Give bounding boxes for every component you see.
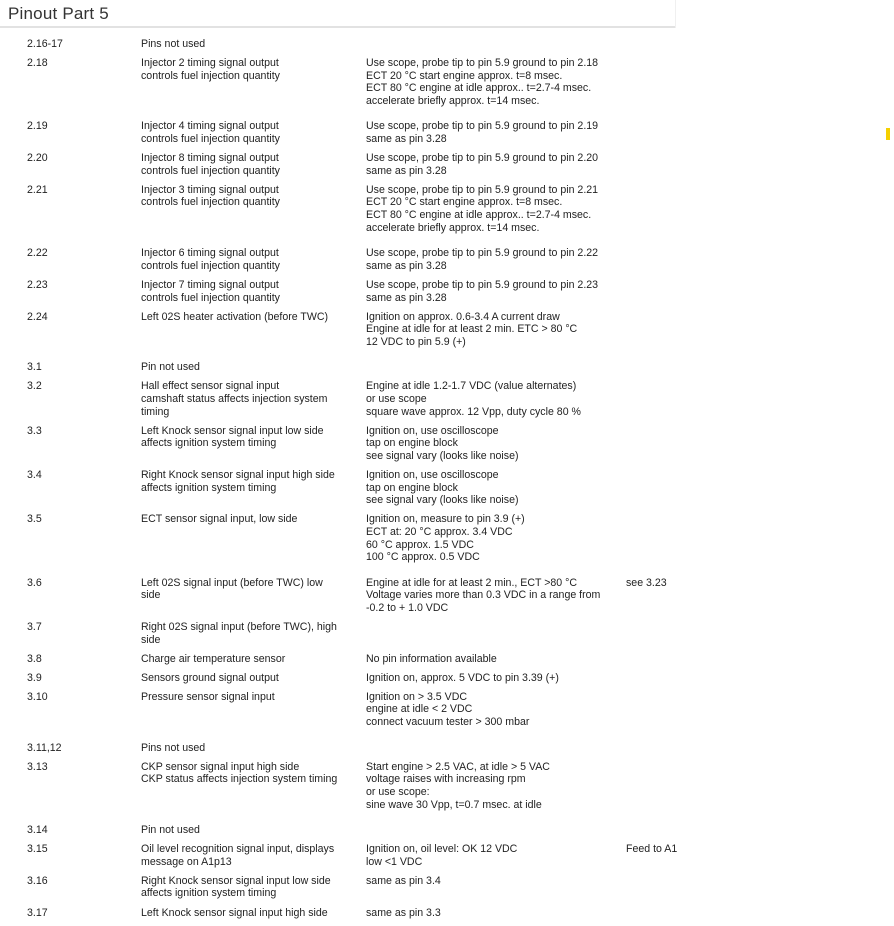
description-cell: ECT sensor signal input, low side [141, 513, 298, 526]
pin-cell: 2.19 [27, 120, 48, 133]
note-cell [626, 742, 686, 755]
description-cell: Pins not used [141, 741, 206, 754]
note-cell: Feed to A1 [626, 843, 678, 856]
pin-cell: 3.3 [27, 424, 42, 437]
description-cell: Right Knock sensor signal input low side affects ignition system timing [141, 874, 331, 900]
test-procedure-cell [366, 824, 626, 837]
table-row [0, 38, 894, 57]
test-procedure-cell: Ignition on approx. 0.6-3.4 A current draw Engine at idle for at least 2 min. ETC > 80 °C 12 VDC to pin 5.9 (+) [366, 310, 578, 348]
pin-cell: 3.17 [27, 906, 48, 919]
pin-cell: 2.21 [27, 183, 48, 196]
test-procedure-cell: Use scope, probe tip to pin 5.9 ground to pin 2.21 ECT 20 °C start engine approx. t=8 msec. ECT 80 °C engine at idle approx.. t=2.7-4 msec. accelerate briefly approx. t=14 msec. [366, 183, 599, 234]
test-procedure-cell: Use scope, probe tip to pin 5.9 ground to pin 2.19 same as pin 3.28 [366, 120, 599, 146]
note-cell [626, 621, 686, 646]
test-procedure-cell [366, 621, 626, 646]
pin-cell: 3.5 [27, 513, 42, 526]
table-row [0, 875, 894, 907]
description-cell: CKP sensor signal input high side CKP status affects injection system timing [141, 760, 338, 786]
test-procedure-cell: Engine at idle for at least 2 min., ECT >80 °C Voltage varies more than 0.3 VDC in a range from -0.2 to + 1.0 VDC [366, 576, 601, 614]
pin-cell: 3.7 [27, 620, 42, 633]
description-cell: Left Knock sensor signal input high side [141, 906, 328, 919]
note-cell [626, 469, 686, 507]
table-row [0, 843, 894, 875]
pin-cell: 3.8 [27, 652, 42, 665]
table-row [0, 184, 894, 247]
table-row [0, 824, 894, 843]
description-cell: Pressure sensor signal input [141, 690, 275, 703]
test-procedure-cell: Ignition on, oil level: OK 12 VDC low <1 VDC [366, 843, 518, 868]
table-row [0, 120, 894, 152]
note-cell [626, 907, 686, 920]
pin-cell: 3.11,12 [27, 741, 62, 754]
table-row [0, 761, 894, 824]
pin-cell: 2.18 [27, 57, 48, 70]
table-row [0, 279, 894, 311]
test-procedure-cell [366, 742, 626, 755]
description-cell: Injector 2 timing signal output controls fuel injection quantity [141, 57, 280, 82]
test-procedure-cell: Ignition on > 3.5 VDC engine at idle < 2 VDC connect vacuum tester > 300 mbar [366, 690, 530, 729]
test-procedure-cell [366, 38, 626, 51]
title-divider [0, 26, 676, 28]
page-title: Pinout Part 5 [8, 4, 109, 23]
pin-cell: 3.2 [27, 380, 42, 393]
pin-cell: 2.23 [27, 278, 48, 291]
description-cell: Left 02S signal input (before TWC) low side [141, 576, 323, 602]
description-cell: Sensors ground signal output [141, 671, 279, 684]
description-cell: Pin not used [141, 824, 200, 837]
description-cell: Injector 7 timing signal output controls fuel injection quantity [141, 278, 280, 304]
description-cell: Injector 3 timing signal output controls fuel injection quantity [141, 183, 280, 209]
test-procedure-cell: Ignition on, use oscilloscope tap on engine block see signal vary (looks like noise) [366, 469, 519, 507]
table-row [0, 672, 894, 691]
note-cell [626, 513, 686, 563]
test-procedure-cell: same as pin 3.3 [366, 906, 441, 919]
test-procedure-cell: Use scope, probe tip to pin 5.9 ground to pin 2.23 same as pin 3.28 [366, 278, 599, 304]
pin-cell: 3.1 [27, 361, 42, 374]
pin-cell: 2.20 [27, 152, 48, 165]
test-procedure-cell: Use scope, probe tip to pin 5.9 ground to pin 2.20 same as pin 3.28 [366, 152, 599, 177]
description-cell: Oil level recognition signal input, displays message on A1p13 [141, 843, 335, 868]
pin-cell: 3.13 [27, 760, 48, 773]
pin-cell: 3.10 [27, 690, 48, 703]
pin-cell: 3.15 [27, 843, 48, 856]
note-cell [626, 425, 686, 463]
table-row [0, 152, 894, 184]
description-cell: Injector 4 timing signal output controls fuel injection quantity [141, 120, 280, 146]
test-procedure-cell: Use scope, probe tip to pin 5.9 ground to pin 2.22 same as pin 3.28 [366, 247, 599, 272]
note-cell [626, 761, 686, 811]
note-cell [626, 247, 686, 272]
test-procedure-cell: No pin information available [366, 652, 497, 665]
description-cell: Left Knock sensor signal input low side affects ignition system timing [141, 424, 324, 450]
test-procedure-cell: Use scope, probe tip to pin 5.9 ground to pin 2.18 ECT 20 °C start engine approx. t=8 msec. ECT 80 °C engine at idle approx.. t=2.7-4 msec. accelerate briefly approx. t=14 msec. [366, 57, 599, 107]
description-cell: Injector 6 timing signal output controls fuel injection quantity [141, 247, 280, 272]
note-cell [626, 184, 686, 234]
table-row [0, 247, 894, 279]
table-row [0, 469, 894, 513]
table-row [0, 691, 894, 742]
note-cell [626, 152, 686, 177]
description-cell: Left 02S heater activation (before TWC) [141, 310, 329, 323]
title-divider-edge [675, 0, 676, 28]
test-procedure-cell [366, 361, 626, 374]
pin-cell: 2.22 [27, 247, 48, 260]
table-row [0, 742, 894, 761]
note-cell [626, 38, 686, 51]
note-cell [626, 653, 686, 666]
test-procedure-cell: Start engine > 2.5 VAC, at idle > 5 VAC voltage raises with increasing rpm or use scope: sine wave 30 Vpp, t=0.7 msec. at idle [366, 760, 550, 811]
table-row [0, 577, 894, 621]
description-cell: Pins not used [141, 38, 206, 50]
note-cell [626, 380, 686, 418]
note-cell [626, 311, 686, 349]
description-cell: Injector 8 timing signal output controls fuel injection quantity [141, 152, 280, 177]
pin-cell: 2.24 [27, 310, 48, 323]
note-cell [626, 361, 686, 374]
table-row [0, 380, 894, 424]
table-row [0, 513, 894, 576]
note-cell [626, 691, 686, 729]
note-cell [626, 279, 686, 304]
test-procedure-cell: same as pin 3.4 [366, 874, 441, 887]
pinout-table [0, 38, 894, 926]
pin-cell: 3.9 [27, 671, 42, 684]
note-cell [626, 57, 686, 107]
note-cell [626, 120, 686, 145]
description-cell: Right 02S signal input (before TWC), high side [141, 620, 337, 646]
description-cell: Hall effect sensor signal input camshaft status affects injection system timing [141, 380, 328, 418]
description-cell: Right Knock sensor signal input high side affects ignition system timing [141, 469, 335, 494]
pin-cell: 3.6 [27, 576, 42, 589]
test-procedure-cell: Ignition on, use oscilloscope tap on engine block see signal vary (looks like noise) [366, 424, 519, 462]
table-row [0, 361, 894, 380]
table-row [0, 621, 894, 653]
table-row [0, 653, 894, 672]
table-row [0, 907, 894, 926]
test-procedure-cell: Engine at idle 1.2-1.7 VDC (value alternates) or use scope square wave approx. 12 Vpp, duty cycle 80 % [366, 380, 581, 418]
pin-cell: 3.4 [27, 469, 42, 482]
description-cell: Charge air temperature sensor [141, 652, 286, 665]
description-cell: Pin not used [141, 361, 200, 374]
test-procedure-cell: Ignition on, approx. 5 VDC to pin 3.39 (+) [366, 671, 559, 684]
table-row [0, 425, 894, 469]
pin-cell: 3.14 [27, 824, 48, 837]
test-procedure-cell: Ignition on, measure to pin 3.9 (+) ECT at: 20 °C approx. 3.4 VDC 60 °C approx. 1.5 VDC 100 °C approx. 0.5 VDC [366, 513, 525, 564]
note-cell [626, 824, 686, 837]
note-cell: see 3.23 [626, 576, 667, 589]
note-cell [626, 672, 686, 685]
note-cell [626, 875, 686, 900]
pin-cell: 3.16 [27, 874, 48, 887]
table-row [0, 57, 894, 120]
table-row [0, 311, 894, 362]
pin-cell: 2.16-17 [27, 38, 63, 50]
